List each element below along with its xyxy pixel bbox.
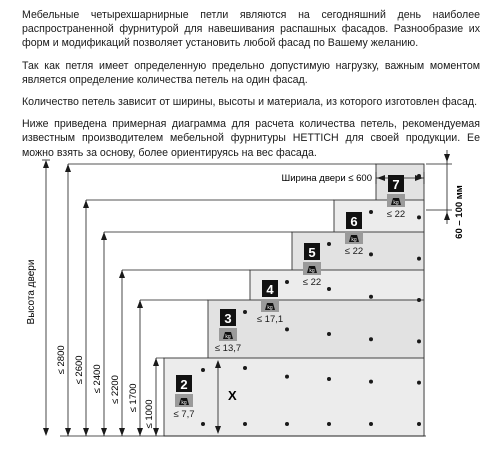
kg-label: kg [351,237,357,243]
height-value: ≤ 2200 [110,375,121,405]
hinge-count: 2 [180,377,188,392]
height-dim-1 [144,358,164,436]
hinge-dot [369,422,373,426]
hinge-count: 3 [224,311,232,326]
hinge-dot [417,298,421,302]
door-width-label: Ширина двери ≤ 600 [281,173,372,184]
weight-value: ≤ 22 [302,277,322,288]
kg-label: kg [181,400,187,406]
kg-label: kg [393,200,399,206]
hinge-count: 6 [350,214,358,229]
door-height-arrow-top [43,160,49,168]
paragraph-2: Так как петля имеет определенную предельно допустимую нагрузку, важным моментом является определение количества петель на один фасад. [22,59,480,86]
hinge-dot [369,380,373,384]
paragraph-3: Количество петель зависит от ширины, высоты и материала, из которого изготовлен фасад. [22,96,478,109]
edge-offset-label: 60 – 100 мм [454,185,465,239]
weight-value: ≤ 17,1 [256,314,284,325]
paragraph-1: Мебельные четырехшарнирные петли являются на сегодняшний день наиболее распространенной фурнитурой для навешивания распашных фасадов. Разнообразие их форм и модификаций позволяет установить любой фасад по Вашему желанию. [22,9,480,50]
kg-label: kg [267,305,273,311]
door-height-arrow-bottom [43,428,49,436]
weight-value: ≤ 13,7 [214,343,242,354]
door-height-label: Высота двери [26,259,37,325]
x-marker: X [228,388,237,403]
hinge-dot [417,381,421,385]
hinge-dot [201,422,205,426]
hinge-dot [369,210,373,214]
hinge-dot [417,215,421,219]
hinge-dot [417,339,421,343]
hinge-dot [327,287,331,291]
hinge-dot [243,310,247,314]
badge-2 [173,375,194,420]
hinge-dot [327,377,331,381]
hinge-dot [327,332,331,336]
weight-value: ≤ 22 [386,209,406,220]
hinge-dot [243,422,247,426]
badge-6 [345,212,363,257]
height-value: ≤ 2600 [74,355,85,385]
hinge-dot [327,422,331,426]
hinge-dot [285,422,289,426]
badge-7 [387,175,405,220]
hinge-dot [285,327,289,331]
hinge-dot [201,368,205,372]
hinge-dot [369,295,373,299]
hinge-dot [369,337,373,341]
hinge-count: 7 [392,177,400,192]
hinge-dot [285,280,289,284]
height-value: ≤ 2800 [56,345,67,375]
kg-label: kg [225,334,231,340]
hinge-dot [285,375,289,379]
hinge-dot [243,366,247,370]
kg-label: kg [309,268,315,274]
height-value: ≤ 1000 [144,399,155,429]
hinge-dot [327,242,331,246]
paragraph-4: Ниже приведена примерная диаграмма для расчета количества петель, рекомендуемая известным производителем мебельной фурнитуры HETTICH для своей продукции. Ее можно взять за основу, более ориентируясь на вес фасада. [22,118,480,159]
hinge-dot [369,252,373,256]
weight-value: ≤ 22 [344,246,364,257]
height-value: ≤ 1700 [128,383,139,413]
height-value: ≤ 2400 [92,364,103,394]
badge-5 [303,243,321,288]
hinge-count: 5 [308,245,316,260]
hinge-dot [417,257,421,261]
weight-value: ≤ 7,7 [173,409,195,420]
hinge-dot [417,422,421,426]
hinge-count: 4 [266,282,274,297]
